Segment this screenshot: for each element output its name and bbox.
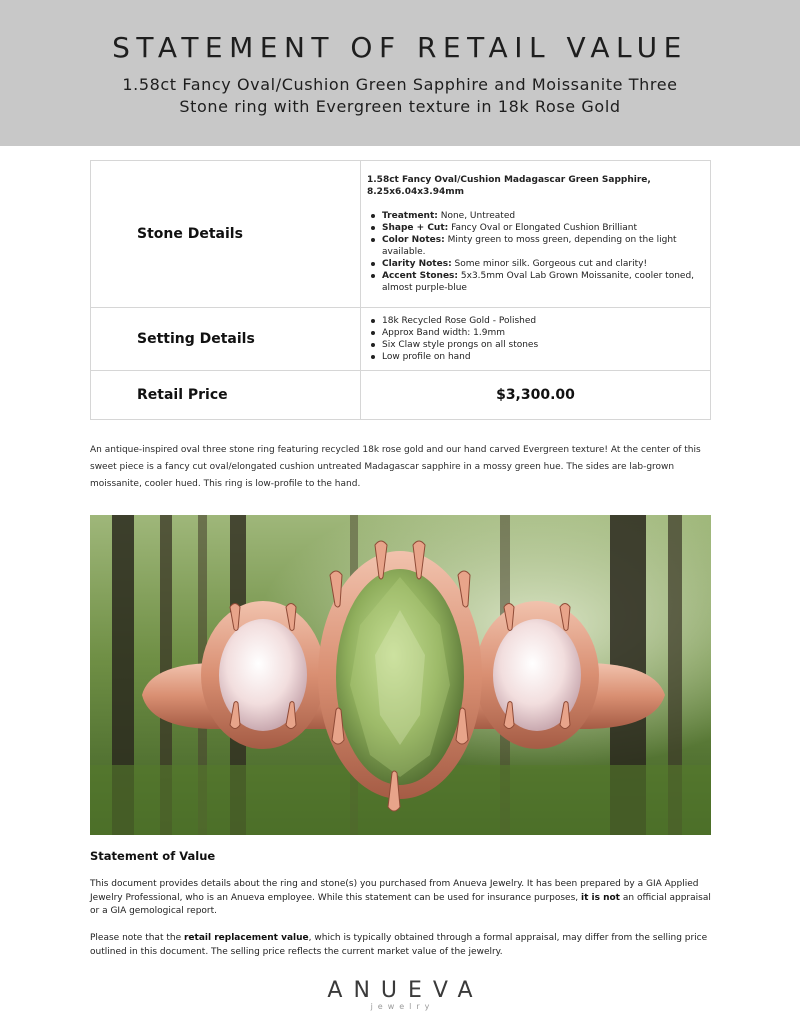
header-banner bbox=[0, 0, 800, 146]
setting-detail-item: Six Claw style prongs on all stones bbox=[367, 339, 700, 351]
setting-detail-item: 18k Recycled Rose Gold - Polished bbox=[367, 315, 700, 327]
retail-price-value: $3,300.00 bbox=[361, 371, 711, 420]
logo-wordmark: ANUEVA bbox=[327, 978, 484, 1003]
statement-of-value-title: Statement of Value bbox=[90, 849, 216, 863]
ring-description: An antique-inspired oval three stone ring featuring recycled 18k rose gold and our hand carved Evergreen texture! At the center of this sweet piece is a fancy cut oval/elongated cushion untreated Madagascar sapphire in a mossy green hue. The sides are lab-grown moissanite, cooler hued. This ring is low-profile to the hand. bbox=[90, 445, 701, 489]
stone-details-cell bbox=[361, 161, 711, 308]
stone-detail-list bbox=[367, 210, 700, 294]
stone-details-label: Stone Details bbox=[91, 161, 361, 308]
stone-detail-item: Treatment: None, Untreated bbox=[367, 210, 700, 222]
setting-detail-list bbox=[367, 315, 700, 363]
retail-price-label: Retail Price bbox=[91, 371, 361, 420]
details-table bbox=[90, 160, 711, 420]
stone-heading: 1.58ct Fancy Oval/Cushion Madagascar Green Sapphire, 8.25x6.04x3.94mm bbox=[367, 175, 651, 197]
stone-details-row bbox=[91, 161, 711, 308]
setting-detail-item: Low profile on hand bbox=[367, 351, 700, 363]
logo-subtext: jewelry bbox=[370, 1002, 435, 1011]
document-subtitle: 1.58ct Fancy Oval/Cushion Green Sapphire and Moissanite Three Stone ring with Evergreen texture in 18k Rose Gold bbox=[122, 75, 678, 116]
setting-detail-item: Approx Band width: 1.9mm bbox=[367, 327, 700, 339]
stone-detail-item: Color Notes: Minty green to moss green, depending on the light available. bbox=[367, 234, 700, 258]
retail-price-row bbox=[91, 371, 711, 420]
anueva-logo bbox=[0, 978, 800, 1011]
setting-details-cell bbox=[361, 308, 711, 371]
ring-photo bbox=[90, 515, 711, 835]
statement-paragraph-1: This document provides details about the ring and stone(s) you purchased from Anueva Jewelry. It has been prepared by a GIA Applied Jewelry Professional, who is an Anueva employee. While this statement can be used for insurance purposes, it is not an official appraisal or a GIA gemological report. bbox=[90, 879, 711, 916]
document-title: STATEMENT OF RETAIL VALUE bbox=[112, 31, 688, 64]
stone-detail-item: Accent Stones: 5x3.5mm Oval Lab Grown Moissanite, cooler toned, almost purple-blue bbox=[367, 270, 700, 294]
setting-details-row bbox=[91, 308, 711, 371]
setting-details-label: Setting Details bbox=[91, 308, 361, 371]
statement-paragraph-2: Please note that the retail replacement value, which is typically obtained through a formal appraisal, may differ from the selling price outlined in this document. The selling price reflects the current market value of the jewelry. bbox=[90, 933, 708, 957]
ring-illustration bbox=[90, 515, 711, 835]
stone-detail-item: Shape + Cut: Fancy Oval or Elongated Cushion Brilliant bbox=[367, 222, 700, 234]
stone-detail-item: Clarity Notes: Some minor silk. Gorgeous cut and clarity! bbox=[367, 258, 700, 270]
